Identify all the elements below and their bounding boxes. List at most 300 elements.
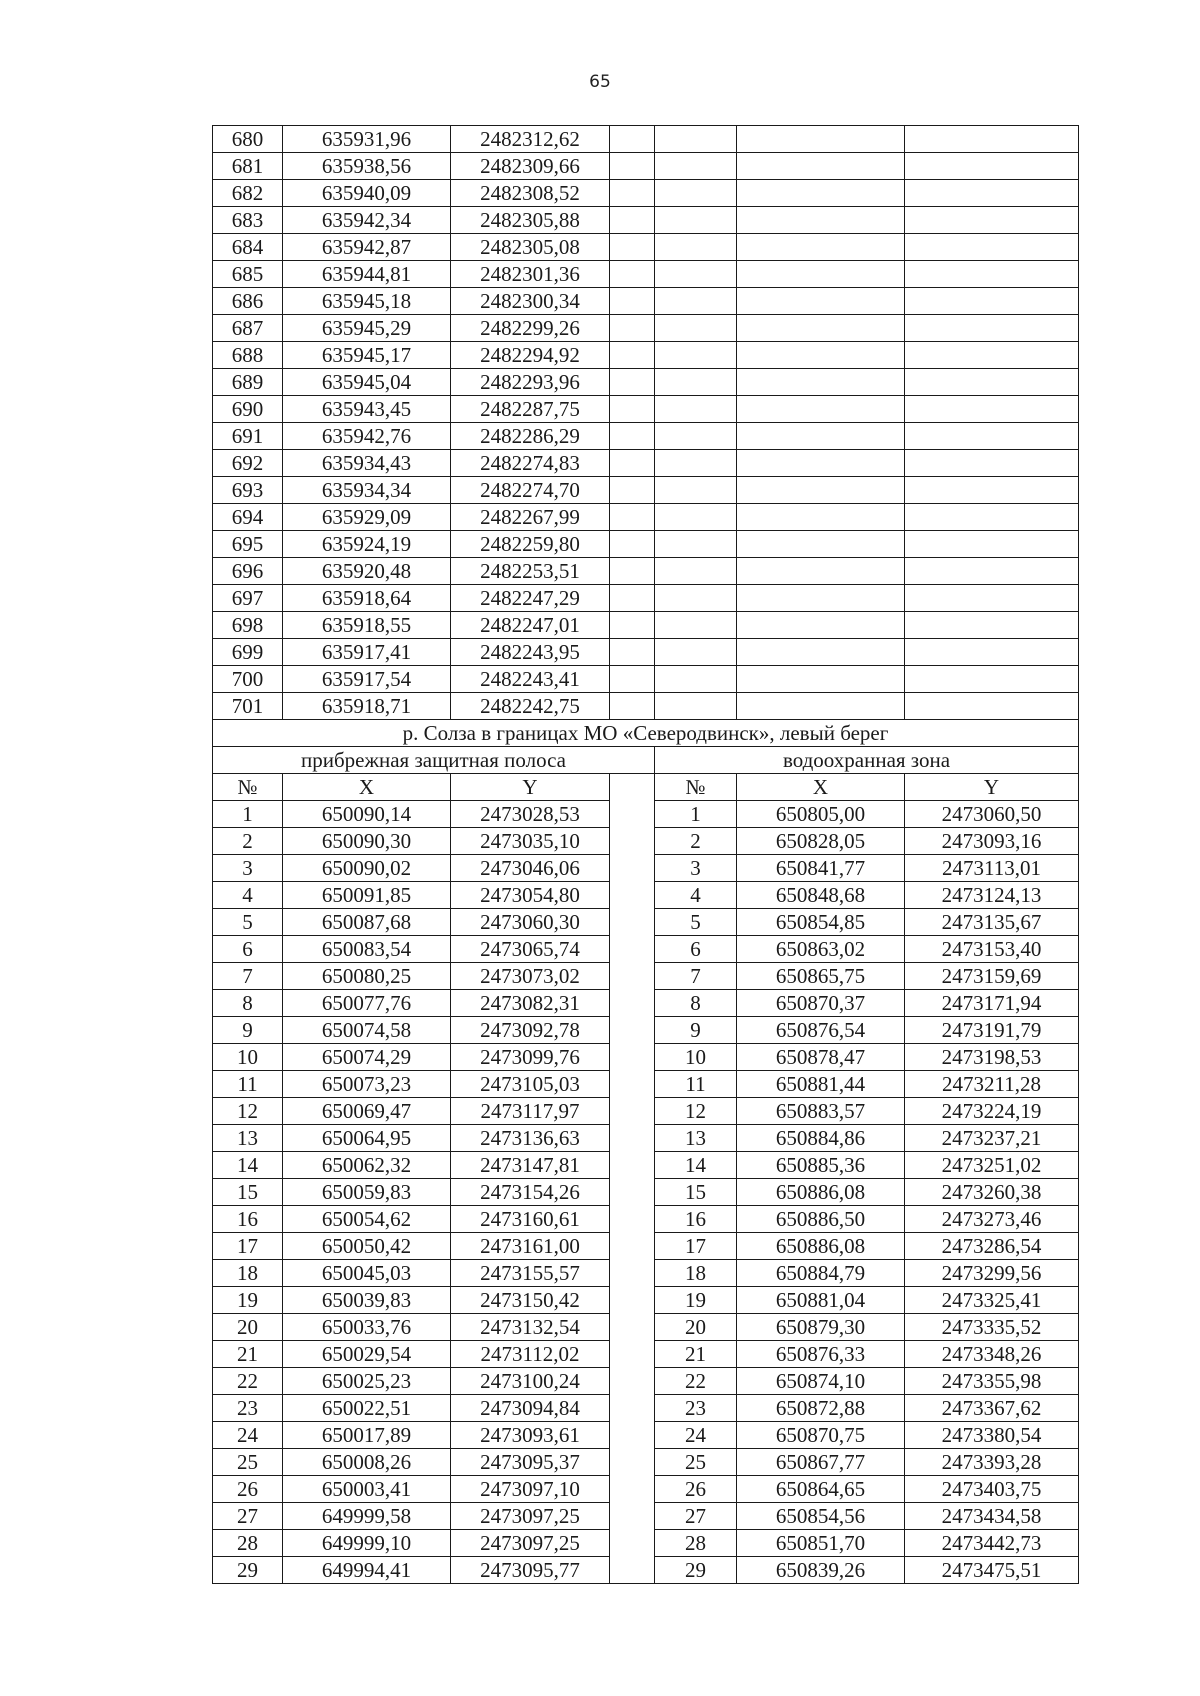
y-coordinate-cell: 2482286,29 [451, 423, 610, 450]
empty-cell [610, 369, 655, 396]
left-x-coordinate-cell: 650039,83 [283, 1287, 451, 1314]
left-point-number-cell: 18 [213, 1260, 283, 1287]
empty-cell [737, 288, 905, 315]
left-x-coordinate-cell: 650059,83 [283, 1179, 451, 1206]
spacer-cell [610, 882, 655, 909]
table-row [213, 153, 1079, 180]
left-point-number-cell: 19 [213, 1287, 283, 1314]
empty-cell [655, 369, 737, 396]
spacer-cell [610, 1449, 655, 1476]
empty-cell [610, 666, 655, 693]
empty-cell [610, 288, 655, 315]
empty-cell [737, 531, 905, 558]
empty-cell [905, 369, 1079, 396]
right-y-coordinate-cell: 2473434,58 [905, 1503, 1079, 1530]
left-x-coordinate-cell: 650054,62 [283, 1206, 451, 1233]
empty-cell [655, 342, 737, 369]
empty-cell [905, 666, 1079, 693]
empty-cell [610, 261, 655, 288]
spacer-cell [610, 1044, 655, 1071]
right-point-number-cell: 28 [655, 1530, 737, 1557]
left-y-coordinate-cell: 2473154,26 [451, 1179, 610, 1206]
empty-cell [610, 693, 655, 720]
empty-cell [610, 585, 655, 612]
right-y-coordinate-cell: 2473060,50 [905, 801, 1079, 828]
left-y-coordinate-cell: 2473092,78 [451, 1017, 610, 1044]
empty-cell [737, 504, 905, 531]
spacer-cell [610, 1125, 655, 1152]
right-y-header: Y [905, 774, 1079, 801]
left-point-number-cell: 2 [213, 828, 283, 855]
left-point-number-cell: 11 [213, 1071, 283, 1098]
table-row [213, 1503, 1079, 1530]
table-row [213, 477, 1079, 504]
y-coordinate-cell: 2482305,88 [451, 207, 610, 234]
spacer-cell [610, 1233, 655, 1260]
left-x-coordinate-cell: 650074,29 [283, 1044, 451, 1071]
left-point-number-cell: 22 [213, 1368, 283, 1395]
empty-cell [737, 126, 905, 153]
empty-cell [655, 450, 737, 477]
page-number: 65 [589, 72, 611, 92]
empty-cell [737, 450, 905, 477]
right-x-coordinate-cell: 650876,54 [737, 1017, 905, 1044]
table-row [213, 126, 1079, 153]
spacer-cell [610, 1530, 655, 1557]
left-x-coordinate-cell: 650033,76 [283, 1314, 451, 1341]
left-y-coordinate-cell: 2473054,80 [451, 882, 610, 909]
left-x-coordinate-cell: 650017,89 [283, 1422, 451, 1449]
left-point-number-cell: 23 [213, 1395, 283, 1422]
coastal-strip-subtitle: прибрежная защитная полоса [213, 747, 655, 774]
right-x-coordinate-cell: 650886,08 [737, 1233, 905, 1260]
left-x-coordinate-cell: 650080,25 [283, 963, 451, 990]
empty-cell [737, 693, 905, 720]
point-number-cell: 687 [213, 315, 283, 342]
empty-cell [655, 504, 737, 531]
table-row [213, 1098, 1079, 1125]
left-point-number-cell: 29 [213, 1557, 283, 1584]
empty-cell [737, 342, 905, 369]
right-x-coordinate-cell: 650881,04 [737, 1287, 905, 1314]
empty-cell [655, 693, 737, 720]
point-number-cell: 682 [213, 180, 283, 207]
right-x-coordinate-cell: 650886,08 [737, 1179, 905, 1206]
empty-cell [610, 396, 655, 423]
empty-cell [905, 558, 1079, 585]
empty-cell [905, 396, 1079, 423]
y-coordinate-cell: 2482267,99 [451, 504, 610, 531]
table-row [213, 342, 1079, 369]
left-x-coordinate-cell: 650069,47 [283, 1098, 451, 1125]
empty-cell [610, 612, 655, 639]
x-coordinate-cell: 635944,81 [283, 261, 451, 288]
table-row [213, 450, 1079, 477]
point-number-cell: 692 [213, 450, 283, 477]
right-x-coordinate-cell: 650884,86 [737, 1125, 905, 1152]
x-coordinate-cell: 635942,76 [283, 423, 451, 450]
table-row [213, 693, 1079, 720]
empty-cell [905, 504, 1079, 531]
empty-cell [905, 585, 1079, 612]
table-row [213, 180, 1079, 207]
point-number-cell: 696 [213, 558, 283, 585]
empty-cell [610, 126, 655, 153]
left-point-number-cell: 10 [213, 1044, 283, 1071]
left-x-coordinate-cell: 650062,32 [283, 1152, 451, 1179]
left-x-coordinate-cell: 650064,95 [283, 1125, 451, 1152]
right-y-coordinate-cell: 2473299,56 [905, 1260, 1079, 1287]
left-point-number-cell: 26 [213, 1476, 283, 1503]
right-x-coordinate-cell: 650841,77 [737, 855, 905, 882]
point-number-cell: 685 [213, 261, 283, 288]
x-coordinate-cell: 635943,45 [283, 396, 451, 423]
empty-cell [610, 639, 655, 666]
y-coordinate-cell: 2482247,01 [451, 612, 610, 639]
table-row [213, 504, 1079, 531]
point-number-cell: 699 [213, 639, 283, 666]
empty-cell [610, 558, 655, 585]
table-row [213, 558, 1079, 585]
right-y-coordinate-cell: 2473442,73 [905, 1530, 1079, 1557]
table-row [213, 1422, 1079, 1449]
right-x-coordinate-cell: 650867,77 [737, 1449, 905, 1476]
right-x-coordinate-cell: 650878,47 [737, 1044, 905, 1071]
spacer-cell [610, 1179, 655, 1206]
section-title-row [213, 720, 1079, 747]
table-row [213, 369, 1079, 396]
spacer-cell [610, 1287, 655, 1314]
empty-cell [610, 315, 655, 342]
table-row [213, 963, 1079, 990]
x-coordinate-cell: 635918,71 [283, 693, 451, 720]
spacer-cell [610, 801, 655, 828]
right-y-coordinate-cell: 2473475,51 [905, 1557, 1079, 1584]
table-row [213, 612, 1079, 639]
empty-cell [737, 153, 905, 180]
x-coordinate-cell: 635918,55 [283, 612, 451, 639]
right-y-coordinate-cell: 2473171,94 [905, 990, 1079, 1017]
left-x-coordinate-cell: 650008,26 [283, 1449, 451, 1476]
empty-cell [905, 207, 1079, 234]
right-point-number-cell: 2 [655, 828, 737, 855]
right-point-number-cell: 10 [655, 1044, 737, 1071]
table-row [213, 423, 1079, 450]
right-point-number-cell: 12 [655, 1098, 737, 1125]
empty-cell [610, 207, 655, 234]
spacer-cell [610, 1476, 655, 1503]
table-row [213, 1314, 1079, 1341]
left-y-coordinate-cell: 2473097,25 [451, 1530, 610, 1557]
empty-cell [655, 180, 737, 207]
left-x-coordinate-cell: 650083,54 [283, 936, 451, 963]
point-number-cell: 684 [213, 234, 283, 261]
spacer-cell [610, 1368, 655, 1395]
right-point-number-cell: 24 [655, 1422, 737, 1449]
right-point-number-cell: 16 [655, 1206, 737, 1233]
spacer-cell [610, 1314, 655, 1341]
right-y-coordinate-cell: 2473335,52 [905, 1314, 1079, 1341]
right-y-coordinate-cell: 2473367,62 [905, 1395, 1079, 1422]
left-x-coordinate-cell: 650090,14 [283, 801, 451, 828]
x-coordinate-cell: 635917,54 [283, 666, 451, 693]
x-coordinate-cell: 635945,29 [283, 315, 451, 342]
table-row [213, 234, 1079, 261]
left-y-coordinate-cell: 2473093,61 [451, 1422, 610, 1449]
right-y-coordinate-cell: 2473093,16 [905, 828, 1079, 855]
right-point-number-cell: 23 [655, 1395, 737, 1422]
point-number-cell: 689 [213, 369, 283, 396]
table-row [213, 1206, 1079, 1233]
empty-cell [655, 207, 737, 234]
left-y-coordinate-cell: 2473150,42 [451, 1287, 610, 1314]
left-point-number-cell: 9 [213, 1017, 283, 1044]
point-number-cell: 698 [213, 612, 283, 639]
right-x-coordinate-cell: 650805,00 [737, 801, 905, 828]
left-y-coordinate-cell: 2473100,24 [451, 1368, 610, 1395]
point-number-cell: 680 [213, 126, 283, 153]
left-y-coordinate-cell: 2473094,84 [451, 1395, 610, 1422]
spacer-cell [610, 855, 655, 882]
table-row [213, 1071, 1079, 1098]
x-coordinate-cell: 635945,17 [283, 342, 451, 369]
left-point-number-cell: 25 [213, 1449, 283, 1476]
top-coordinates-body [213, 126, 1079, 720]
right-y-coordinate-cell: 2473348,26 [905, 1341, 1079, 1368]
left-point-number-cell: 20 [213, 1314, 283, 1341]
left-y-coordinate-cell: 2473065,74 [451, 936, 610, 963]
right-x-header: X [737, 774, 905, 801]
right-x-coordinate-cell: 650863,02 [737, 936, 905, 963]
left-x-coordinate-cell: 649999,58 [283, 1503, 451, 1530]
right-point-number-cell: 14 [655, 1152, 737, 1179]
table-row [213, 1341, 1079, 1368]
table-row [213, 1233, 1079, 1260]
left-point-number-cell: 13 [213, 1125, 283, 1152]
y-coordinate-cell: 2482305,08 [451, 234, 610, 261]
empty-cell [655, 477, 737, 504]
left-y-coordinate-cell: 2473046,06 [451, 855, 610, 882]
right-point-number-cell: 5 [655, 909, 737, 936]
point-number-cell: 681 [213, 153, 283, 180]
table-row [213, 1287, 1079, 1314]
right-point-number-cell: 17 [655, 1233, 737, 1260]
table-row [213, 855, 1079, 882]
right-point-number-cell: 6 [655, 936, 737, 963]
left-x-coordinate-cell: 649994,41 [283, 1557, 451, 1584]
left-point-number-cell: 6 [213, 936, 283, 963]
left-point-number-cell: 12 [213, 1098, 283, 1125]
table-row [213, 207, 1079, 234]
empty-cell [610, 423, 655, 450]
right-x-coordinate-cell: 650865,75 [737, 963, 905, 990]
left-point-number-cell: 24 [213, 1422, 283, 1449]
left-y-coordinate-cell: 2473095,37 [451, 1449, 610, 1476]
empty-cell [737, 585, 905, 612]
right-point-number-cell: 25 [655, 1449, 737, 1476]
empty-cell [737, 207, 905, 234]
empty-cell [905, 693, 1079, 720]
table-row [213, 1368, 1079, 1395]
left-y-coordinate-cell: 2473028,53 [451, 801, 610, 828]
empty-cell [655, 261, 737, 288]
left-y-coordinate-cell: 2473035,10 [451, 828, 610, 855]
right-point-number-cell: 4 [655, 882, 737, 909]
left-y-coordinate-cell: 2473095,77 [451, 1557, 610, 1584]
empty-cell [737, 639, 905, 666]
right-point-number-cell: 21 [655, 1341, 737, 1368]
right-y-coordinate-cell: 2473260,38 [905, 1179, 1079, 1206]
point-number-cell: 690 [213, 396, 283, 423]
left-x-coordinate-cell: 650003,41 [283, 1476, 451, 1503]
left-y-coordinate-cell: 2473155,57 [451, 1260, 610, 1287]
right-point-number-cell: 19 [655, 1287, 737, 1314]
y-coordinate-cell: 2482293,96 [451, 369, 610, 396]
y-coordinate-cell: 2482253,51 [451, 558, 610, 585]
spacer-cell [610, 936, 655, 963]
right-point-number-cell: 29 [655, 1557, 737, 1584]
empty-cell [905, 342, 1079, 369]
empty-cell [655, 531, 737, 558]
right-x-coordinate-cell: 650854,85 [737, 909, 905, 936]
right-y-coordinate-cell: 2473237,21 [905, 1125, 1079, 1152]
right-num-header: № [655, 774, 737, 801]
left-x-coordinate-cell: 650090,02 [283, 855, 451, 882]
left-y-coordinate-cell: 2473147,81 [451, 1152, 610, 1179]
empty-cell [905, 612, 1079, 639]
right-y-coordinate-cell: 2473198,53 [905, 1044, 1079, 1071]
table-row [213, 828, 1079, 855]
right-x-coordinate-cell: 650886,50 [737, 1206, 905, 1233]
right-y-coordinate-cell: 2473355,98 [905, 1368, 1079, 1395]
right-x-coordinate-cell: 650885,36 [737, 1152, 905, 1179]
right-y-coordinate-cell: 2473113,01 [905, 855, 1079, 882]
x-coordinate-cell: 635940,09 [283, 180, 451, 207]
x-coordinate-cell: 635945,18 [283, 288, 451, 315]
y-coordinate-cell: 2482312,62 [451, 126, 610, 153]
empty-cell [737, 558, 905, 585]
table-row [213, 1476, 1079, 1503]
right-x-coordinate-cell: 650884,79 [737, 1260, 905, 1287]
table-row [213, 1449, 1079, 1476]
spacer-cell [610, 1422, 655, 1449]
right-x-coordinate-cell: 650864,65 [737, 1476, 905, 1503]
empty-cell [737, 423, 905, 450]
right-y-coordinate-cell: 2473286,54 [905, 1233, 1079, 1260]
left-y-coordinate-cell: 2473060,30 [451, 909, 610, 936]
left-x-coordinate-cell: 650091,85 [283, 882, 451, 909]
spacer-cell [610, 1071, 655, 1098]
table-row [213, 666, 1079, 693]
table-row [213, 639, 1079, 666]
y-coordinate-cell: 2482274,70 [451, 477, 610, 504]
empty-cell [737, 315, 905, 342]
right-y-coordinate-cell: 2473191,79 [905, 1017, 1079, 1044]
left-y-coordinate-cell: 2473097,10 [451, 1476, 610, 1503]
right-point-number-cell: 9 [655, 1017, 737, 1044]
left-y-coordinate-cell: 2473160,61 [451, 1206, 610, 1233]
table-row [213, 1260, 1079, 1287]
empty-cell [655, 234, 737, 261]
right-x-coordinate-cell: 650870,37 [737, 990, 905, 1017]
y-coordinate-cell: 2482243,41 [451, 666, 610, 693]
section-header [213, 720, 1079, 801]
left-y-coordinate-cell: 2473161,00 [451, 1233, 610, 1260]
table-row [213, 1152, 1079, 1179]
x-coordinate-cell: 635924,19 [283, 531, 451, 558]
left-y-coordinate-cell: 2473073,02 [451, 963, 610, 990]
y-coordinate-cell: 2482247,29 [451, 585, 610, 612]
empty-cell [905, 234, 1079, 261]
table-row [213, 531, 1079, 558]
left-point-number-cell: 4 [213, 882, 283, 909]
spacer-cell [610, 1341, 655, 1368]
x-coordinate-cell: 635938,56 [283, 153, 451, 180]
point-number-cell: 693 [213, 477, 283, 504]
right-point-number-cell: 8 [655, 990, 737, 1017]
right-point-number-cell: 20 [655, 1314, 737, 1341]
y-coordinate-cell: 2482274,83 [451, 450, 610, 477]
table-row [213, 315, 1079, 342]
left-y-coordinate-cell: 2473117,97 [451, 1098, 610, 1125]
point-number-cell: 701 [213, 693, 283, 720]
empty-cell [905, 153, 1079, 180]
x-coordinate-cell: 635931,96 [283, 126, 451, 153]
y-coordinate-cell: 2482287,75 [451, 396, 610, 423]
y-coordinate-cell: 2482243,95 [451, 639, 610, 666]
empty-cell [905, 180, 1079, 207]
right-point-number-cell: 13 [655, 1125, 737, 1152]
empty-cell [610, 450, 655, 477]
spacer-cell [610, 1017, 655, 1044]
left-x-coordinate-cell: 650050,42 [283, 1233, 451, 1260]
point-number-cell: 695 [213, 531, 283, 558]
empty-cell [655, 558, 737, 585]
x-coordinate-cell: 635934,34 [283, 477, 451, 504]
empty-cell [655, 126, 737, 153]
empty-cell [905, 450, 1079, 477]
right-y-coordinate-cell: 2473325,41 [905, 1287, 1079, 1314]
left-point-number-cell: 3 [213, 855, 283, 882]
table-row [213, 1044, 1079, 1071]
right-point-number-cell: 27 [655, 1503, 737, 1530]
left-y-coordinate-cell: 2473082,31 [451, 990, 610, 1017]
y-coordinate-cell: 2482301,36 [451, 261, 610, 288]
coordinates-table [212, 125, 1079, 1584]
empty-cell [655, 612, 737, 639]
section-coordinates-body [213, 801, 1079, 1584]
table-row [213, 909, 1079, 936]
right-y-coordinate-cell: 2473403,75 [905, 1476, 1079, 1503]
left-x-coordinate-cell: 650077,76 [283, 990, 451, 1017]
x-coordinate-cell: 635945,04 [283, 369, 451, 396]
point-number-cell: 700 [213, 666, 283, 693]
empty-cell [905, 261, 1079, 288]
right-y-coordinate-cell: 2473135,67 [905, 909, 1079, 936]
right-x-coordinate-cell: 650828,05 [737, 828, 905, 855]
spacer-cell [610, 909, 655, 936]
right-point-number-cell: 7 [655, 963, 737, 990]
left-x-coordinate-cell: 650022,51 [283, 1395, 451, 1422]
section-title: р. Солза в границах МО «Северодвинск», левый берег [213, 720, 1079, 747]
empty-cell [655, 423, 737, 450]
left-point-number-cell: 8 [213, 990, 283, 1017]
left-point-number-cell: 14 [213, 1152, 283, 1179]
empty-cell [737, 477, 905, 504]
x-coordinate-cell: 635920,48 [283, 558, 451, 585]
y-coordinate-cell: 2482309,66 [451, 153, 610, 180]
y-coordinate-cell: 2482308,52 [451, 180, 610, 207]
